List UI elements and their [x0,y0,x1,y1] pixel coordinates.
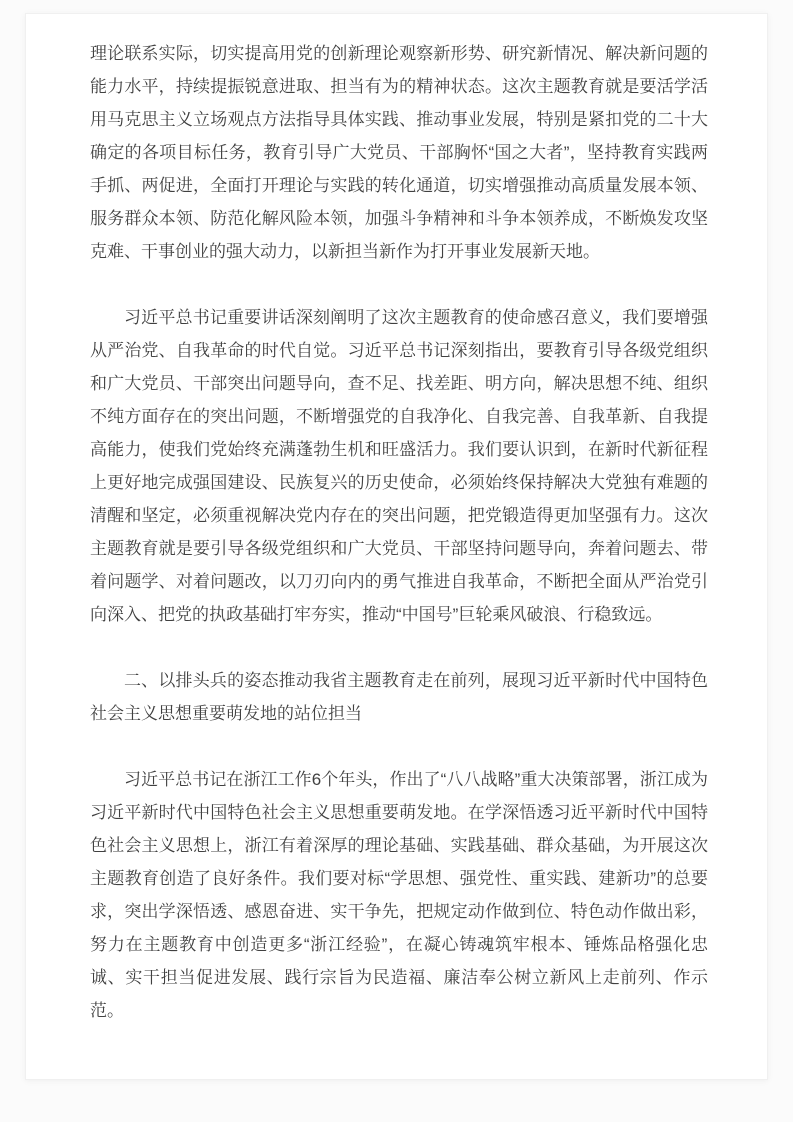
paragraph-1: 理论联系实际，切实提高用党的创新理论观察新形势、研究新情况、解决新问题的能力水平，持续提振锐意进取、担当有为的精神状态。这次主题教育就是要活学活用马克思主义立场观点方法指导具体实践、推动事业发展，特别是紧扣党的二十大确定的各项目标任务，教育引导广大党员、干部胸怀“国之大者”，坚持教育实践两手抓、两促进，全面打开理论与实践的转化通道，切实增强推动高质量发展本领、服务群众本领、防范化解风险本领，加强斗争精神和斗争本领养成，不断焕发攻坚克难、干事创业的强大动力，以新担当新作为打开事业发展新天地。 [90,44,708,261]
document-page [25,13,768,1080]
paragraph-3: 习近平总书记在浙江工作6个年头，作出了“八八战略”重大决策部署，浙江成为习近平新时代中国特色社会主义思想重要萌发地。在学深悟透习近平新时代中国特色社会主义思想上，浙江有着深厚的理论基础、实践基础、群众基础，为开展这次主题教育创造了良好条件。我们要对标“学思想、强党性、重实践、建新功”的总要求，突出学深悟透、感恩奋进、实干争先，把规定动作做到位、特色动作做出彩，努力在主题教育中创造更多“浙江经验”，在凝心铸魂筑牢根本、锤炼品格强化忠诚、实干担当促进发展、践行宗旨为民造福、廉洁奉公树立新风上走前列、作示范。 [90,770,708,1020]
paragraph-2: 习近平总书记重要讲话深刻阐明了这次主题教育的使命感召意义，我们要增强从严治党、自我革命的时代自觉。习近平总书记深刻指出，要教育引导各级党组织和广大党员、干部突出问题导向，查不足、找差距、明方向，解决思想不纯、组织不纯方面存在的突出问题，不断增强党的自我净化、自我完善、自我革新、自我提高能力，使我们党始终充满蓬勃生机和旺盛活力。我们要认识到，在新时代新征程上更好地完成强国建设、民族复兴的历史使命，必须始终保持解决大党独有难题的清醒和坚定，必须重视解决党内存在的突出问题，把党锻造得更加坚强有力。这次主题教育就是要引导各级党组织和广大党员、干部坚持问题导向，奔着问题去、带着问题学、对着问题改，以刀刃向内的勇气推进自我革命，不断把全面从严治党引向深入、把党的执政基础打牢夯实，推动“中国号”巨轮乘风破浪、行稳致远。 [90,308,708,624]
section-heading: 二、以排头兵的姿态推动我省主题教育走在前列，展现习近平新时代中国特色社会主义思想重要萌发地的站位担当 [90,671,708,723]
page-content [90,37,708,1027]
